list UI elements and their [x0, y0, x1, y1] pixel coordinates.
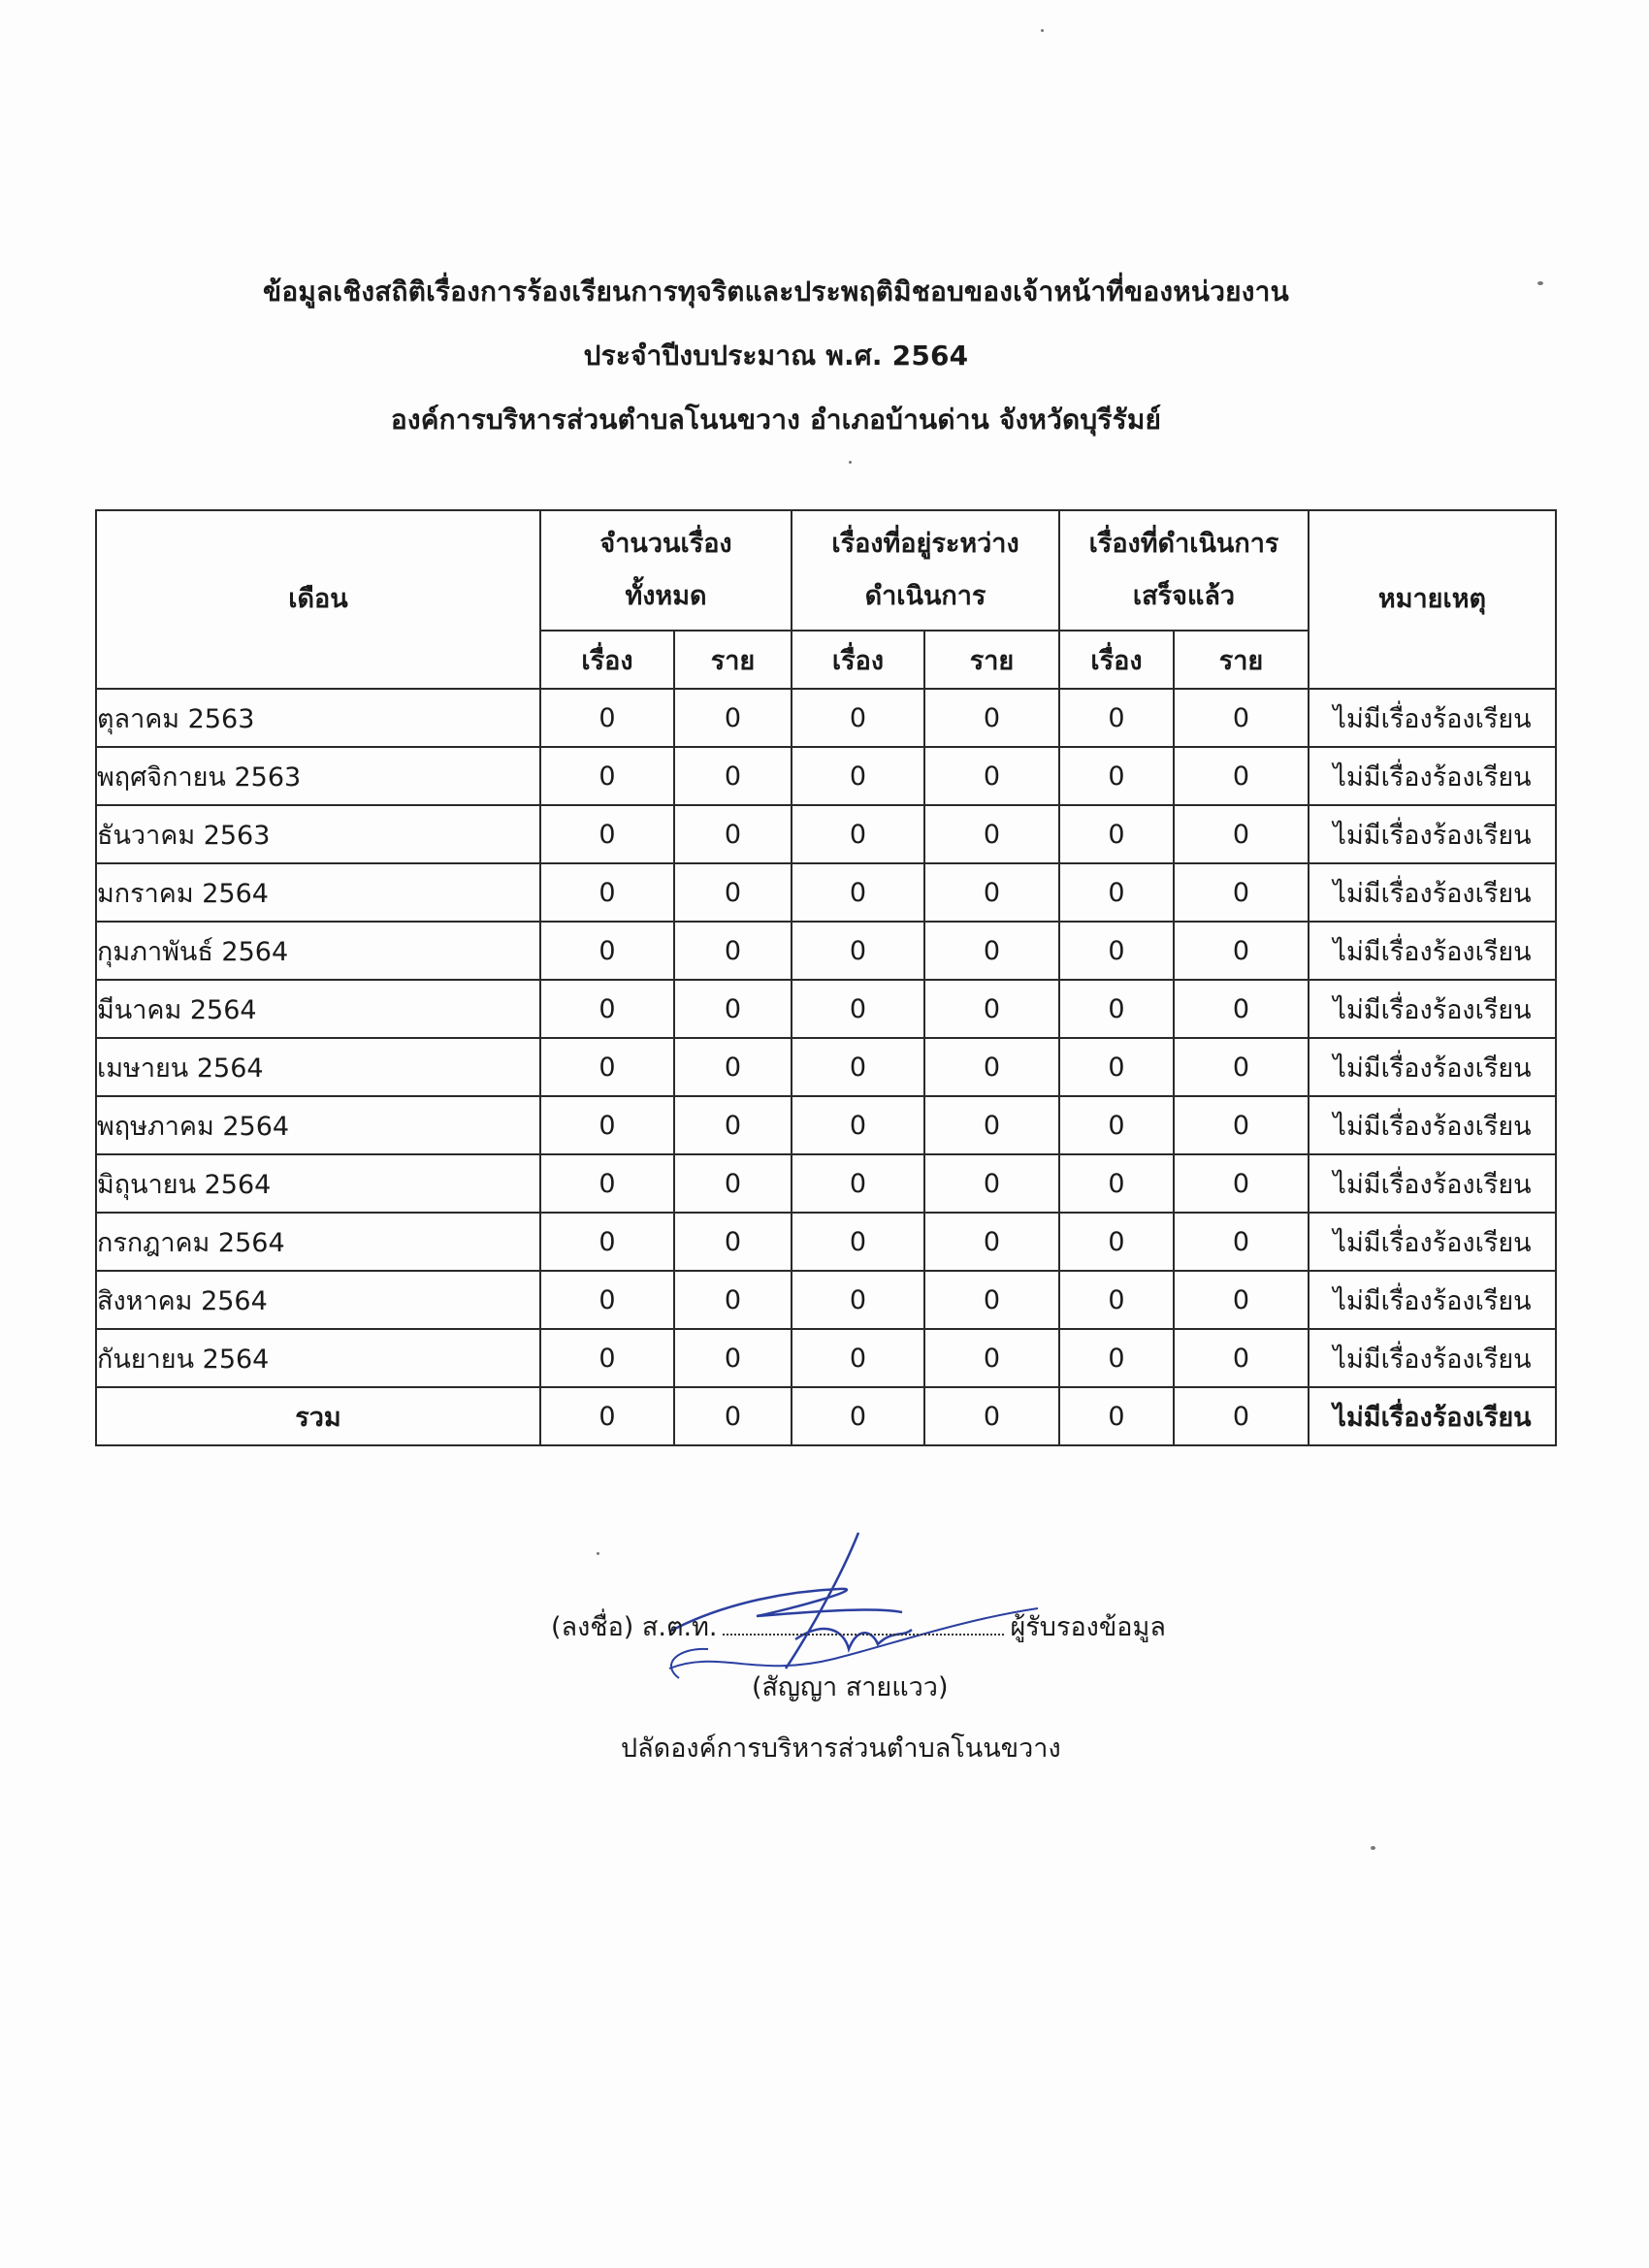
total-persons-cell: 0 — [674, 747, 792, 805]
signature-dotted-line — [723, 1614, 1004, 1636]
header-done-line-2: เสร็จแล้ว — [1132, 581, 1236, 611]
note-cell: ไม่มีเรื่องร้องเรียน — [1309, 1213, 1556, 1271]
total-persons-cell: 0 — [674, 980, 792, 1038]
month-cell: กรกฎาคม 2564 — [96, 1213, 540, 1271]
pending-cases-cell: 0 — [792, 922, 924, 980]
note-cell: ไม่มีเรื่องร้องเรียน — [1309, 980, 1556, 1038]
pending-persons-cell: 0 — [924, 1096, 1059, 1154]
done-cases-cell: 0 — [1059, 863, 1174, 922]
total-persons-cell: 0 — [674, 922, 792, 980]
subheader-persons: ราย — [674, 631, 792, 689]
scan-speck — [1371, 1846, 1375, 1850]
header-pending — [792, 510, 1059, 631]
pending-cases-cell: 0 — [792, 689, 924, 747]
month-cell: มิถุนายน 2564 — [96, 1154, 540, 1213]
table-row — [96, 1213, 1556, 1271]
done-persons-cell: 0 — [1174, 805, 1309, 863]
table-row — [96, 863, 1556, 922]
pending-persons-cell: 0 — [924, 922, 1059, 980]
subheader-cases: เรื่อง — [1059, 631, 1174, 689]
total-cases-cell: 0 — [540, 1213, 674, 1271]
pending-persons-cell: 0 — [924, 689, 1059, 747]
subheader-persons: ราย — [924, 631, 1059, 689]
month-cell: พฤษภาคม 2564 — [96, 1096, 540, 1154]
note-cell: ไม่มีเรื่องร้องเรียน — [1309, 805, 1556, 863]
done-cases-cell: 0 — [1059, 805, 1174, 863]
pending-persons-cell: 0 — [924, 1038, 1059, 1096]
pending-persons-cell: 0 — [924, 1387, 1059, 1445]
table-row — [96, 805, 1556, 863]
header-total — [540, 510, 792, 631]
pending-cases-cell: 0 — [792, 747, 924, 805]
done-cases-cell: 0 — [1059, 1329, 1174, 1387]
total-cases-cell: 0 — [540, 980, 674, 1038]
signature-line — [551, 1605, 1166, 1647]
table-row — [96, 747, 1556, 805]
title-line-1: ข้อมูลเชิงสถิติเรื่องการร้องเรียนการทุจริตและประพฤติมิชอบของเจ้าหน้าที่ของหน่วยงาน — [263, 275, 1289, 308]
table-row — [96, 1154, 1556, 1213]
subheader-cases: เรื่อง — [792, 631, 924, 689]
total-cases-cell: 0 — [540, 1387, 674, 1445]
note-cell: ไม่มีเรื่องร้องเรียน — [1309, 1038, 1556, 1096]
table-row — [96, 689, 1556, 747]
table-row — [96, 1329, 1556, 1387]
total-cases-cell: 0 — [540, 863, 674, 922]
done-persons-cell: 0 — [1174, 1387, 1309, 1445]
note-cell: ไม่มีเรื่องร้องเรียน — [1309, 689, 1556, 747]
signer-name: (สัญญา สายแวว) — [752, 1672, 949, 1702]
note-cell: ไม่มีเรื่องร้องเรียน — [1309, 1329, 1556, 1387]
done-cases-cell: 0 — [1059, 1271, 1174, 1329]
pending-cases-cell: 0 — [792, 1329, 924, 1387]
pending-cases-cell: 0 — [792, 1154, 924, 1213]
done-cases-cell: 0 — [1059, 1154, 1174, 1213]
done-cases-cell: 0 — [1059, 1038, 1174, 1096]
total-cases-cell: 0 — [540, 747, 674, 805]
month-cell: กันยายน 2564 — [96, 1329, 540, 1387]
total-note-cell: ไม่มีเรื่องร้องเรียน — [1309, 1387, 1556, 1445]
note-cell: ไม่มีเรื่องร้องเรียน — [1309, 1154, 1556, 1213]
done-cases-cell: 0 — [1059, 1387, 1174, 1445]
pending-persons-cell: 0 — [924, 1213, 1059, 1271]
month-cell: มีนาคม 2564 — [96, 980, 540, 1038]
done-cases-cell: 0 — [1059, 1213, 1174, 1271]
total-persons-cell: 0 — [674, 1271, 792, 1329]
month-cell: สิงหาคม 2564 — [96, 1271, 540, 1329]
pending-persons-cell: 0 — [924, 747, 1059, 805]
pending-cases-cell: 0 — [792, 1387, 924, 1445]
total-cases-cell: 0 — [540, 1271, 674, 1329]
pending-persons-cell: 0 — [924, 1271, 1059, 1329]
signer-position: ปลัดองค์การบริหารส่วนตำบลโนนขวาง — [621, 1733, 1061, 1764]
total-persons-cell: 0 — [674, 863, 792, 922]
done-persons-cell: 0 — [1174, 1154, 1309, 1213]
done-persons-cell: 0 — [1174, 1038, 1309, 1096]
total-row — [96, 1387, 1556, 1445]
title-line-2: ประจำปีงบประมาณ พ.ศ. 2564 — [583, 340, 969, 372]
total-cases-cell: 0 — [540, 1038, 674, 1096]
note-cell: ไม่มีเรื่องร้องเรียน — [1309, 1096, 1556, 1154]
table-body — [96, 689, 1556, 1445]
table-row — [96, 922, 1556, 980]
done-persons-cell: 0 — [1174, 747, 1309, 805]
note-cell: ไม่มีเรื่องร้องเรียน — [1309, 1271, 1556, 1329]
total-cases-cell: 0 — [540, 922, 674, 980]
done-persons-cell: 0 — [1174, 922, 1309, 980]
table-row — [96, 980, 1556, 1038]
total-persons-cell: 0 — [674, 1154, 792, 1213]
note-cell: ไม่มีเรื่องร้องเรียน — [1309, 922, 1556, 980]
header-pending-line-2: ดำเนินการ — [864, 581, 986, 611]
header-total-line-1: จำนวนเรื่อง — [599, 529, 732, 559]
subheader-cases: เรื่อง — [540, 631, 674, 689]
pending-cases-cell: 0 — [792, 1096, 924, 1154]
done-cases-cell: 0 — [1059, 747, 1174, 805]
total-cases-cell: 0 — [540, 1154, 674, 1213]
done-persons-cell: 0 — [1174, 1213, 1309, 1271]
pending-persons-cell: 0 — [924, 1329, 1059, 1387]
note-cell: ไม่มีเรื่องร้องเรียน — [1309, 863, 1556, 922]
note-cell: ไม่มีเรื่องร้องเรียน — [1309, 747, 1556, 805]
total-persons-cell: 0 — [674, 1038, 792, 1096]
month-cell: ธันวาคม 2563 — [96, 805, 540, 863]
total-persons-cell: 0 — [674, 1387, 792, 1445]
total-cases-cell: 0 — [540, 805, 674, 863]
done-persons-cell: 0 — [1174, 1329, 1309, 1387]
done-persons-cell: 0 — [1174, 980, 1309, 1038]
header-note: หมายเหตุ — [1309, 510, 1556, 689]
pending-persons-cell: 0 — [924, 805, 1059, 863]
subheader-persons: ราย — [1174, 631, 1309, 689]
scan-speck — [1041, 29, 1044, 32]
header-total-line-2: ทั้งหมด — [625, 581, 707, 611]
pending-cases-cell: 0 — [792, 863, 924, 922]
done-cases-cell: 0 — [1059, 922, 1174, 980]
done-persons-cell: 0 — [1174, 1096, 1309, 1154]
pending-cases-cell: 0 — [792, 1038, 924, 1096]
pending-cases-cell: 0 — [792, 1271, 924, 1329]
scan-speck — [597, 1552, 599, 1555]
done-cases-cell: 0 — [1059, 1096, 1174, 1154]
month-cell: เมษายน 2564 — [96, 1038, 540, 1096]
total-persons-cell: 0 — [674, 1213, 792, 1271]
month-cell: กุมภาพันธ์ 2564 — [96, 922, 540, 980]
total-persons-cell: 0 — [674, 805, 792, 863]
month-cell: มกราคม 2564 — [96, 863, 540, 922]
pending-cases-cell: 0 — [792, 805, 924, 863]
scan-speck — [849, 461, 852, 464]
header-done-line-1: เรื่องที่ดำเนินการ — [1088, 529, 1279, 559]
signature-prefix: (ลงชื่อ) ส.ต.ท. — [551, 1612, 718, 1642]
signature-role: ผู้รับรองข้อมูล — [1010, 1612, 1166, 1642]
total-persons-cell: 0 — [674, 1096, 792, 1154]
pending-persons-cell: 0 — [924, 863, 1059, 922]
total-cases-cell: 0 — [540, 1096, 674, 1154]
done-persons-cell: 0 — [1174, 1271, 1309, 1329]
total-persons-cell: 0 — [674, 689, 792, 747]
done-cases-cell: 0 — [1059, 980, 1174, 1038]
month-cell: ตุลาคม 2563 — [96, 689, 540, 747]
total-persons-cell: 0 — [674, 1329, 792, 1387]
total-cases-cell: 0 — [540, 1329, 674, 1387]
table-row — [96, 1271, 1556, 1329]
header-month: เดือน — [96, 510, 540, 689]
table-row — [96, 1038, 1556, 1096]
month-cell: พฤศจิกายน 2563 — [96, 747, 540, 805]
header-pending-line-1: เรื่องที่อยู่ระหว่าง — [831, 529, 1019, 559]
done-persons-cell: 0 — [1174, 689, 1309, 747]
scan-speck — [1537, 281, 1543, 285]
title-line-3: องค์การบริหารส่วนตำบลโนนขวาง อำเภอบ้านด่าน จังหวัดบุรีรัมย์ — [390, 404, 1162, 436]
complaint-statistics-table — [95, 509, 1557, 1446]
pending-cases-cell: 0 — [792, 980, 924, 1038]
total-label: รวม — [96, 1387, 540, 1445]
done-persons-cell: 0 — [1174, 863, 1309, 922]
total-cases-cell: 0 — [540, 689, 674, 747]
done-cases-cell: 0 — [1059, 689, 1174, 747]
pending-persons-cell: 0 — [924, 980, 1059, 1038]
pending-persons-cell: 0 — [924, 1154, 1059, 1213]
pending-cases-cell: 0 — [792, 1213, 924, 1271]
table-row — [96, 1096, 1556, 1154]
document-title — [0, 260, 1649, 452]
header-done — [1059, 510, 1309, 631]
